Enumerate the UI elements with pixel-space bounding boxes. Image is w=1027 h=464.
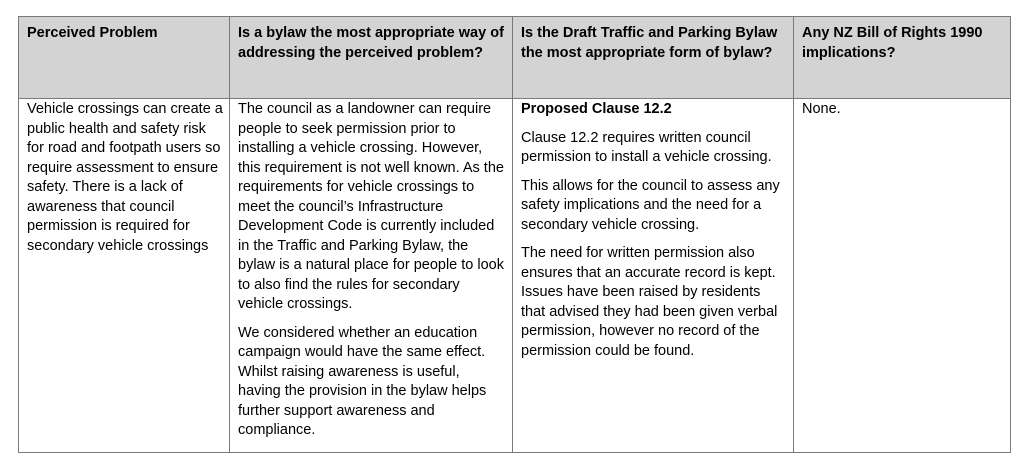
form-of-bylaw-paragraph: Clause 12.2 requires written council permission to install a vehicle crossing. [521,129,772,165]
header-bill-of-rights: Any NZ Bill of Rights 1990 implications? [794,17,1011,99]
header-perceived-problem: Perceived Problem [19,17,230,99]
clause-heading: Proposed Clause 12.2 [521,101,672,117]
cell-form-of-bylaw [513,99,794,453]
form-of-bylaw-paragraph: This allows for the council to assess any safety implications and the need for a secondary vehicle crossing. [521,177,780,233]
bill-of-rights-text: None. [802,101,841,117]
form-of-bylaw-paragraph: The need for written permission also ensures that an accurate record is kept. Issues have been raised by residents that advised they had been given verbal permission, however no record of the permission could be found. [521,245,778,359]
header-form-of-bylaw: Is the Draft Traffic and Parking Bylaw the most appropriate form of bylaw? [513,17,794,99]
cell-appropriate-way [230,99,513,453]
bylaw-assessment-table [18,16,1011,453]
table-row [19,99,1011,453]
appropriate-way-paragraph: The council as a landowner can require people to seek permission prior to installing a vehicle crossing. However, this requirement is not well known. As the requirements for vehicle crossings to meet the council’s Infrastructure Development Code is currently included in the Traffic and Parking Bylaw, the bylaw is a natural place for people to look to also find the rules for secondary vehicle crossings. [238,101,504,312]
cell-perceived-problem [19,99,230,453]
header-appropriate-way: Is a bylaw the most appropriate way of addressing the perceived problem? [230,17,513,99]
appropriate-way-paragraph: We considered whether an education campaign would have the same effect. Whilst raising awareness is useful, having the provision in the bylaw helps further support awareness and compliance. [238,324,487,438]
problem-text: Vehicle crossings can create a public health and safety risk for road and footpath users so require assessment to ensure safety. There is a lack of awareness that council permission is required for secondary vehicle crossings [27,101,223,254]
cell-bill-of-rights [794,99,1011,453]
table-header-row [19,17,1011,99]
